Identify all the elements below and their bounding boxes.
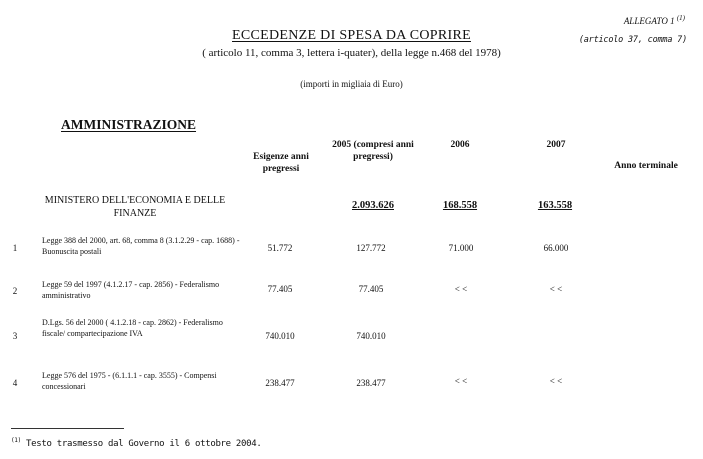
row-esigenze: 51.772 <box>267 243 293 253</box>
row-2005: 238.477 <box>356 378 386 388</box>
footnote <box>11 437 262 449</box>
row-description: Legge 388 del 2000, art. 68, comma 8 (3.1.2.29 - cap. 1688) - Buonuscita postali <box>42 236 240 256</box>
row-esigenze: 238.477 <box>265 378 295 388</box>
footnote-ref: (1) <box>11 437 21 444</box>
allegato-text: ALLEGATO 1 <box>623 16 675 26</box>
page-title: ECCEDENZE DI SPESA DA COPRIRE <box>232 28 471 43</box>
col-header-2006: 2006 <box>450 140 470 150</box>
units-note: (importi in migliaia di Euro) <box>300 79 403 89</box>
articolo-note: (articolo 37, comma 7) <box>578 35 687 45</box>
page-subtitle: ( articolo 11, comma 3, lettera i-quater), della legge n.468 del 1978) <box>202 47 501 59</box>
row-number: 4 <box>12 378 18 388</box>
row-2007: < < <box>549 284 563 294</box>
row-2007: 66.000 <box>543 243 569 253</box>
row-2005: 77.405 <box>358 284 384 294</box>
total-2005: 2.093.626 <box>352 200 394 211</box>
row-2005: 740.010 <box>356 331 386 341</box>
footnote-text: Testo trasmesso dal Governo il 6 ottobre 2004. <box>20 439 262 449</box>
row-description: D.Lgs. 56 del 2000 ( 4.1.2.18 - cap. 2862) - Federalismo fiscale/ compartecipazione IVA <box>42 318 223 338</box>
row-description: Legge 576 del 1975 - (6.1.1.1 - cap. 3555) - Compensi concessionari <box>42 371 217 391</box>
row-esigenze: 740.010 <box>265 331 295 341</box>
row-esigenze: 77.405 <box>267 284 293 294</box>
allegato-label <box>624 14 685 26</box>
row-2006: 71.000 <box>448 243 474 253</box>
row-2005: 127.772 <box>356 243 386 253</box>
footnote-divider <box>11 428 124 429</box>
row-2007: < < <box>549 376 563 386</box>
row-2006: < < <box>454 284 468 294</box>
row-2006: < < <box>454 376 468 386</box>
total-2006: 168.558 <box>442 200 478 211</box>
col-header-2005: 2005 (compresi anni pregressi) <box>332 140 414 162</box>
col-header-esigenze: Esigenze anni pregressi <box>253 152 309 174</box>
row-number: 3 <box>12 331 18 341</box>
amministrazione-heading: AMMINISTRAZIONE <box>61 117 197 132</box>
col-header-2007: 2007 <box>546 140 566 150</box>
total-2007: 163.558 <box>537 200 573 211</box>
col-header-anno-terminale: Anno terminale <box>614 161 678 171</box>
allegato-ref: (1) <box>676 14 685 22</box>
row-description: Legge 59 del 1997 (4.1.2.17 - cap. 2856) - Federalismo amministrativo <box>42 280 220 300</box>
row-number: 2 <box>12 286 18 296</box>
row-number: 1 <box>12 243 18 253</box>
ministero-name: MINISTERO DELL'ECONOMIA E DELLE FINANZE <box>44 195 226 219</box>
